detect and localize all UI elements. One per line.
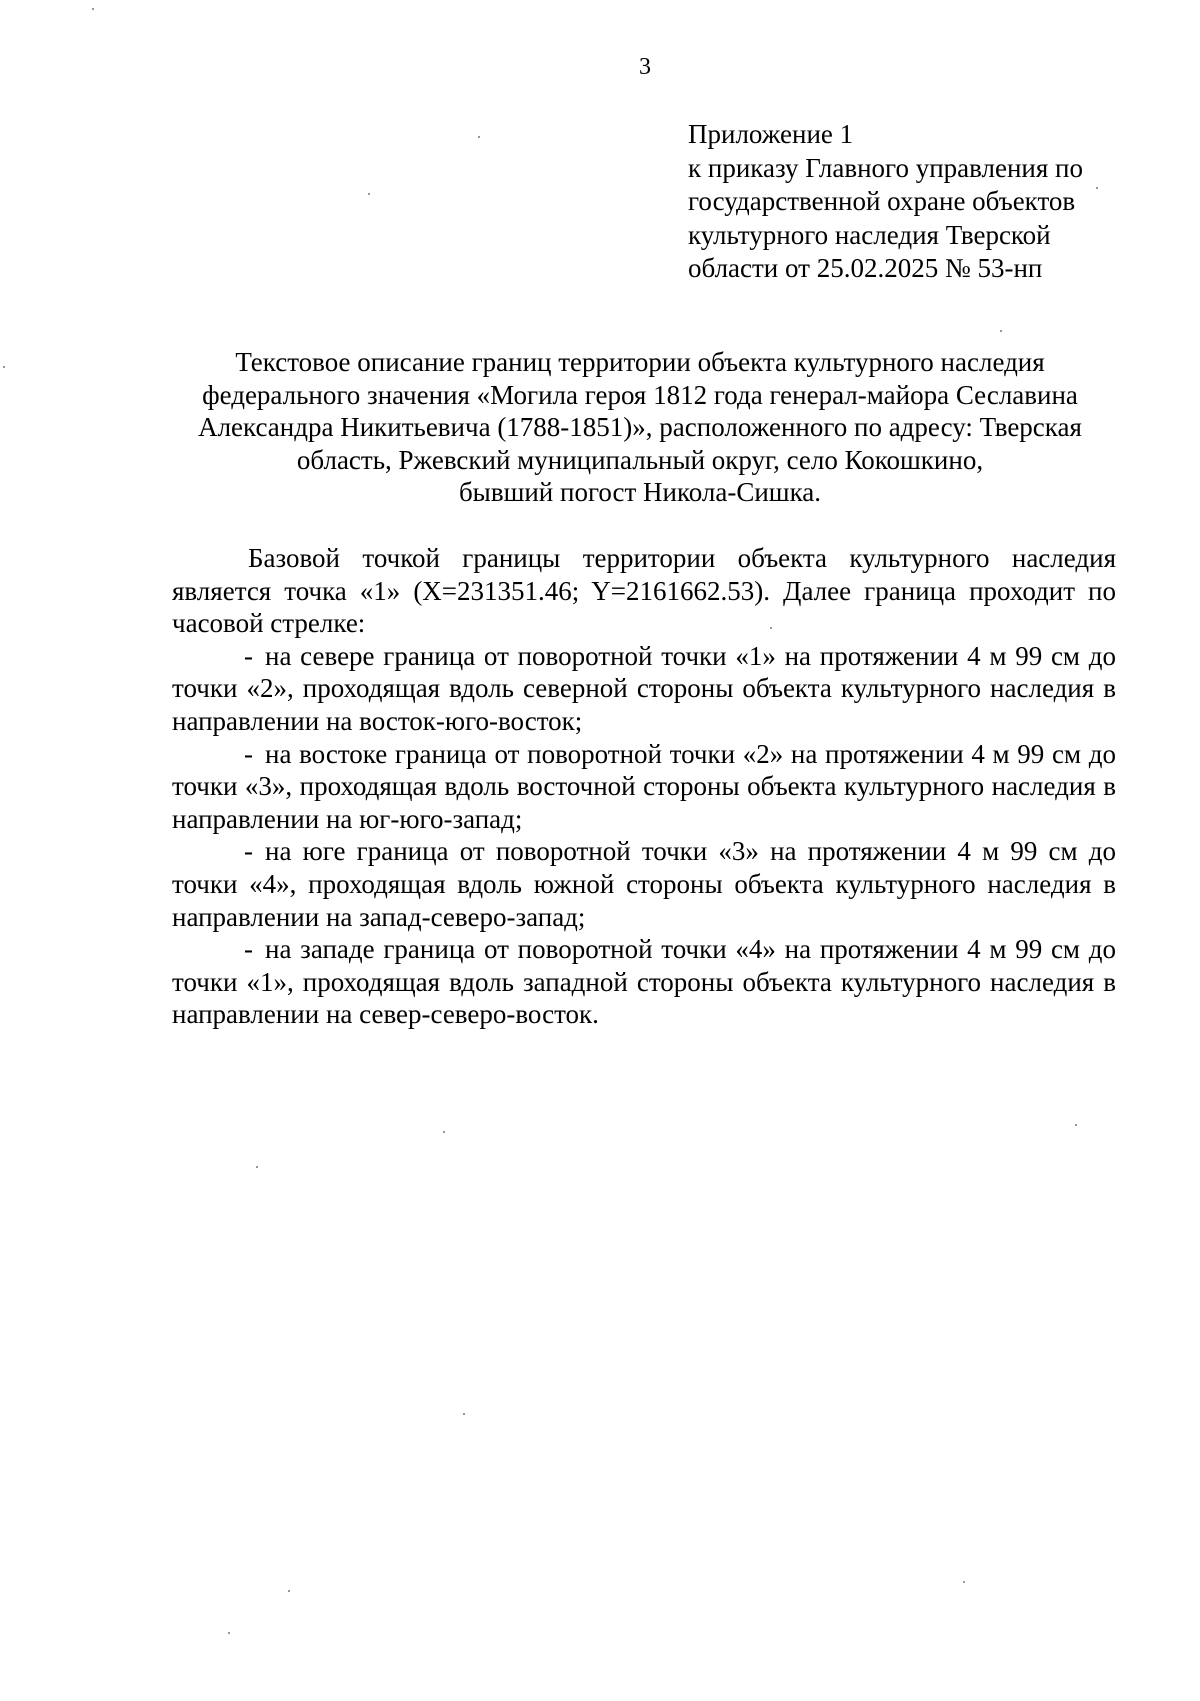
scan-speck: [770, 627, 772, 629]
scan-speck: [288, 1590, 290, 1592]
scan-speck: [478, 136, 480, 138]
appendix-header: [688, 118, 1138, 286]
scan-speck: [463, 1413, 465, 1415]
appendix-line: культурного наследия Тверской: [688, 219, 1051, 250]
scan-speck: [228, 1632, 230, 1634]
list-dash: -: [244, 640, 253, 671]
title-line: бывший погост Никола-Сишка.: [458, 477, 822, 507]
boundary-item-text: на севере граница от поворотной точки «1» на протяжении 4 м 99 см до точки «2», проходящая вдоль северной стороны объекта культурного наследия в направлении на восток-юго-восток;: [172, 640, 1116, 736]
boundary-item-north: [172, 640, 1116, 738]
title-line: область, Ржевский муниципальный округ, село Кокошкино,: [296, 444, 984, 475]
scan-speck: [1075, 1124, 1077, 1126]
document-body: [172, 542, 1116, 1031]
appendix-line: Приложение 1: [688, 119, 854, 149]
appendix-line: области от 25.02.2025 № 53-нп: [688, 253, 1043, 283]
title-line: Александра Никитьевича (1788-1851)», расположенного по адресу: Тверская: [198, 412, 1082, 442]
boundary-item-east: [172, 738, 1116, 836]
boundary-item-west: [172, 933, 1116, 1031]
scan-speck: [368, 193, 370, 195]
scan-speck: [92, 8, 94, 10]
boundary-item-south: [172, 835, 1116, 933]
scan-speck: [256, 1166, 258, 1168]
scan-speck: [3, 366, 5, 368]
page-number: 3: [639, 54, 651, 80]
document-title: [160, 346, 1120, 509]
scan-speck: [1000, 330, 1002, 332]
scan-speck: [963, 1581, 965, 1583]
list-dash: -: [244, 738, 253, 769]
scan-speck: [443, 1131, 445, 1133]
list-dash: -: [244, 836, 253, 867]
title-line: федерального значения «Могила героя 1812 года генерал-майора Сеславина: [202, 379, 1078, 410]
appendix-line: государственной охране объектов: [688, 186, 1076, 216]
list-dash: -: [244, 934, 253, 965]
boundary-item-text: на востоке граница от поворотной точки «2» на протяжении 4 м 99 см до точки «3», проходящая вдоль восточной стороны объекта культурного наследия в направлении на юг-юго-запад;: [172, 738, 1116, 834]
scan-speck: [1096, 187, 1098, 189]
title-line: Текстовое описание границ территории объекта культурного наследия: [235, 347, 1045, 377]
intro-paragraph: Базовой точкой границы территории объекта культурного наследия является точка «1» (X=231351.46; Y=2161662.53). Далее граница проходит по часовой стрелке:: [172, 543, 1116, 639]
boundary-item-text: на западе граница от поворотной точки «4» на протяжении 4 м 99 см до точки «1», проходящая вдоль западной стороны объекта культурного наследия в направлении на север-северо-восток.: [172, 934, 1116, 1030]
boundary-item-text: на юге граница от поворотной точки «3» на протяжении 4 м 99 см до точки «4», проходящая вдоль южной стороны объекта культурного наследия в направлении на запад-северо-запад;: [172, 836, 1116, 932]
appendix-line: к приказу Главного управления по: [688, 152, 1083, 183]
